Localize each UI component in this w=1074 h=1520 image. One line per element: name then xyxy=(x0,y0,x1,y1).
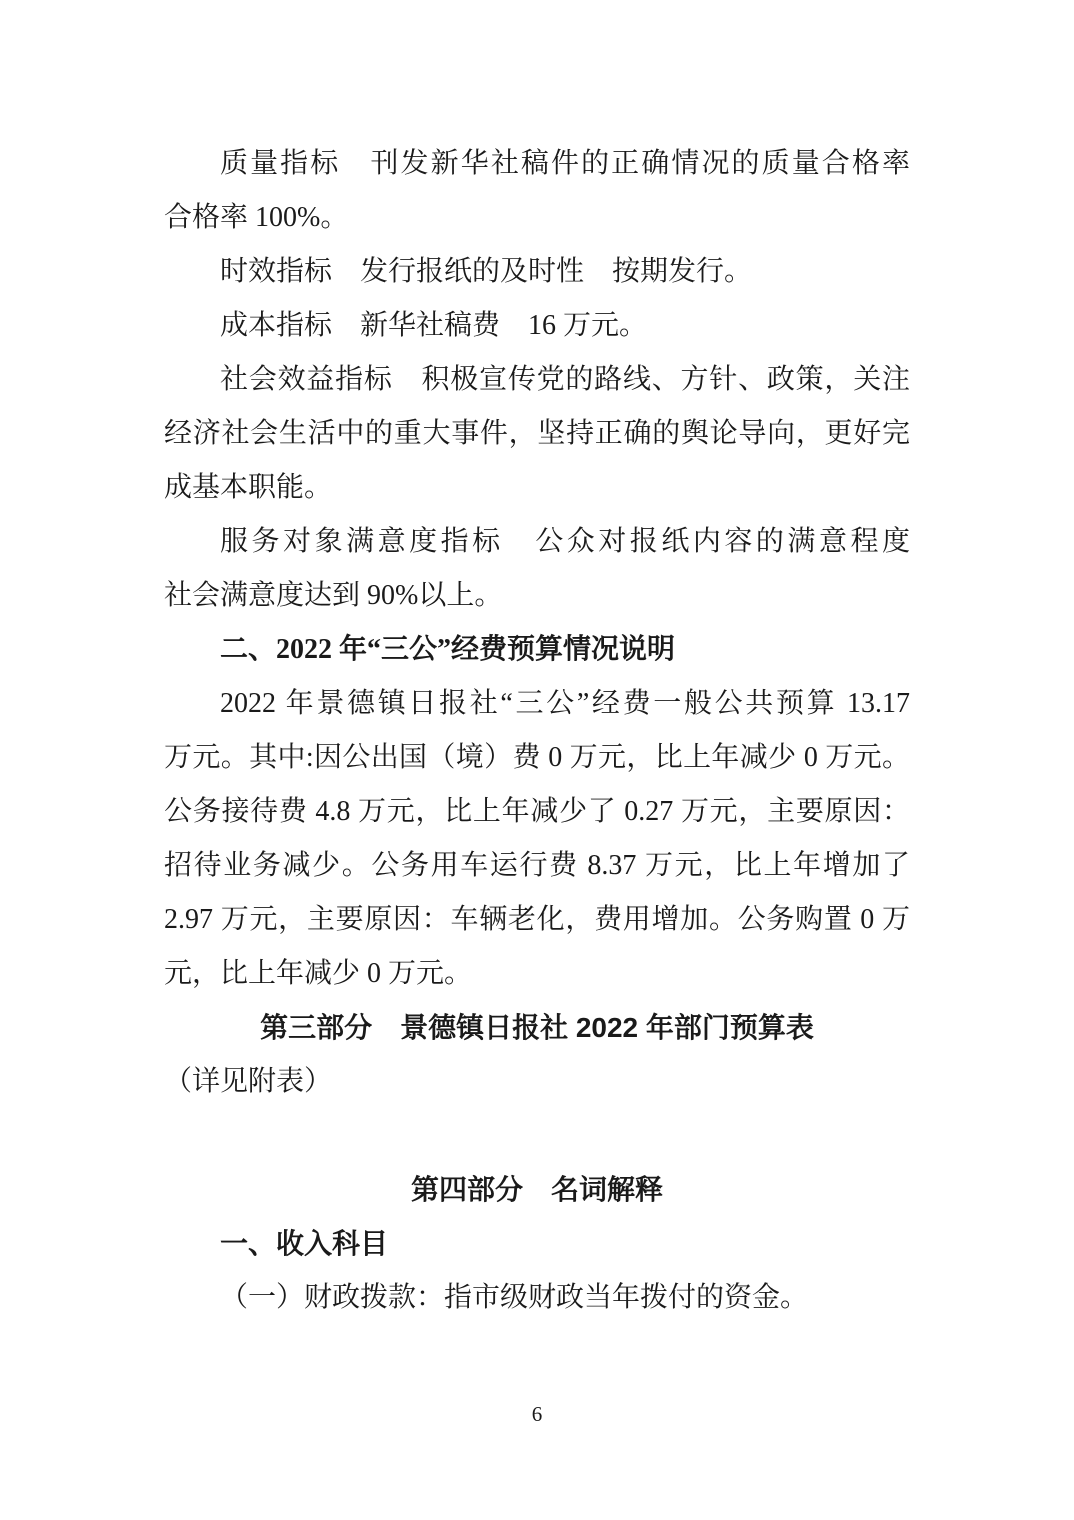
text-line: 成基本职能。 xyxy=(164,472,333,503)
text-line: 社会效益指标 积极宣传党的路线、方针、政策，关注 xyxy=(220,364,910,395)
text-line: （一）财政拨款：指市级财政当年拨付的资金。 xyxy=(220,1282,809,1313)
text-line: 社会满意度达到 90%以上。 xyxy=(164,580,503,611)
blank-line xyxy=(164,1109,910,1163)
section-heading: 一、收入科目 xyxy=(220,1228,389,1259)
section-heading: 二、2022 年“三公”经费预算情况说明 xyxy=(220,634,676,665)
text-line: 质量指标 刊发新华社稿件的正确情况的质量合格率 xyxy=(220,148,910,179)
text-line: 2.97 万元，主要原因：车辆老化，费用增加。公务购置 0 万 xyxy=(164,904,910,935)
text-line: 时效指标 发行报纸的及时性 按期发行。 xyxy=(220,256,753,287)
section-heading: 第三部分 景德镇日报社 2022 年部门预算表 xyxy=(260,1012,814,1043)
page-number: 6 xyxy=(531,1402,543,1426)
text-line: 服务对象满意度指标 公众对报纸内容的满意程度 xyxy=(220,526,910,557)
text-line: 成本指标 新华社稿费 16 万元。 xyxy=(220,310,648,341)
text-line: 万元。其中:因公出国（境）费 0 万元，比上年减少 0 万元。 xyxy=(164,742,910,773)
text-line: 公务接待费 4.8 万元，比上年减少了 0.27 万元，主要原因： xyxy=(164,796,910,827)
text-line: 招待业务减少。公务用车运行费 8.37 万元，比上年增加了 xyxy=(164,850,910,881)
text-line: 合格率 100%。 xyxy=(164,202,349,233)
section-heading: 第四部分 名词解释 xyxy=(410,1174,663,1205)
text-line: （详见附表） xyxy=(164,1066,333,1097)
text-line: 经济社会生活中的重大事件，坚持正确的舆论导向，更好完 xyxy=(164,418,910,449)
document-body xyxy=(164,137,910,1325)
text-line: 2022 年景德镇日报社“三公”经费一般公共预算 13.17 xyxy=(220,688,910,719)
text-line: 元，比上年减少 0 万元。 xyxy=(164,958,473,989)
